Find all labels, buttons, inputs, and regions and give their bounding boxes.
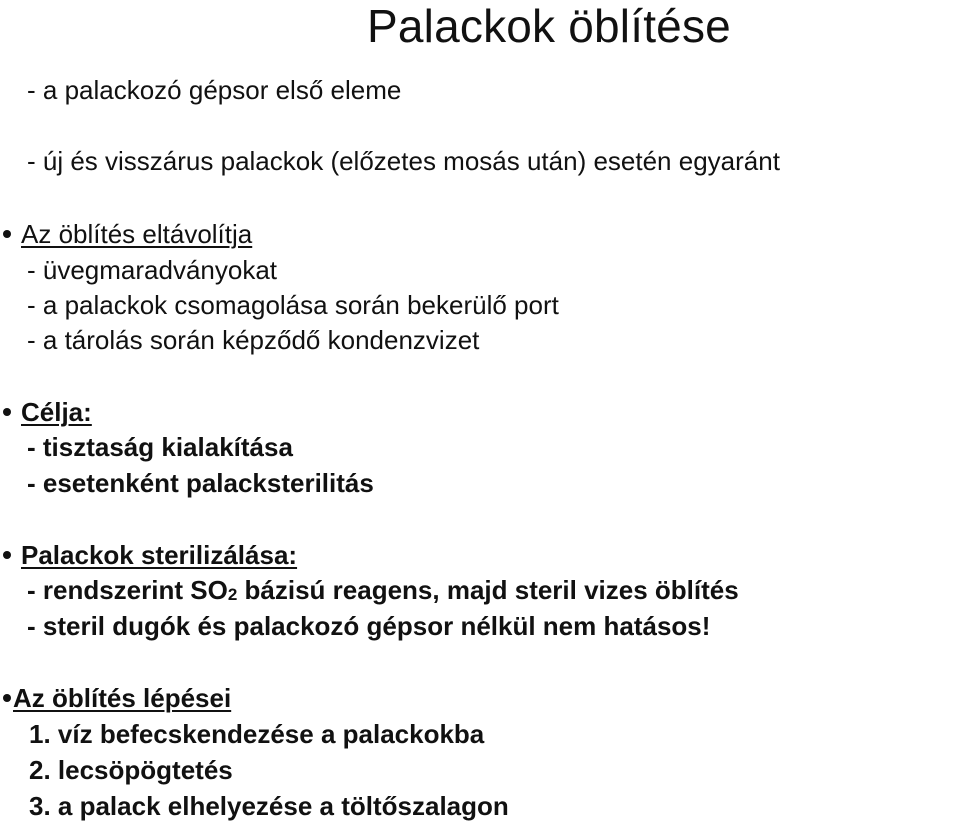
removal-item-1: - üvegmaradványokat xyxy=(27,255,278,285)
removal-item-2: - a palackok csomagolása során bekerülő port xyxy=(27,290,559,320)
bullet-icon xyxy=(3,551,11,559)
sterilization-item-1 xyxy=(27,574,739,610)
sterilization-item-1-after: bázisú reagens, majd steril vizes öblítés xyxy=(237,575,739,605)
sterilization-item-1-subscript: 2 xyxy=(227,585,238,604)
page-title: Palackok öblítése xyxy=(367,0,731,52)
bullet-icon xyxy=(3,230,11,238)
bullet-icon xyxy=(3,694,11,702)
sterilization-item-2: - steril dugók és palackozó gépsor nélkül nem hatásos! xyxy=(27,611,711,641)
steps-item-1: 1. víz befecskendezése a palackokba xyxy=(29,719,485,749)
section-heading-removal: Az öblítés eltávolítja xyxy=(21,219,253,249)
goal-item-1: - tisztaság kialakítása xyxy=(27,432,293,462)
section-heading-steps: Az öblítés lépései xyxy=(13,683,232,713)
intro-line-1: - a palackozó gépsor első eleme xyxy=(27,75,402,105)
goal-item-2: - esetenként palacksterilitás xyxy=(27,468,374,498)
steps-item-2: 2. lecsöpögtetés xyxy=(29,755,233,785)
steps-item-3: 3. a palack elhelyezése a töltőszalagon xyxy=(29,791,509,821)
section-heading-goal: Célja: xyxy=(21,397,92,427)
bullet-icon xyxy=(3,408,11,416)
intro-line-2: - új és visszárus palackok (előzetes mosás után) esetén egyaránt xyxy=(27,146,780,176)
section-heading-sterilization: Palackok sterilizálása: xyxy=(21,540,298,570)
removal-item-3: - a tárolás során képződő kondenzvizet xyxy=(27,325,480,355)
sterilization-item-1-before: - rendszerint SO xyxy=(27,575,228,605)
